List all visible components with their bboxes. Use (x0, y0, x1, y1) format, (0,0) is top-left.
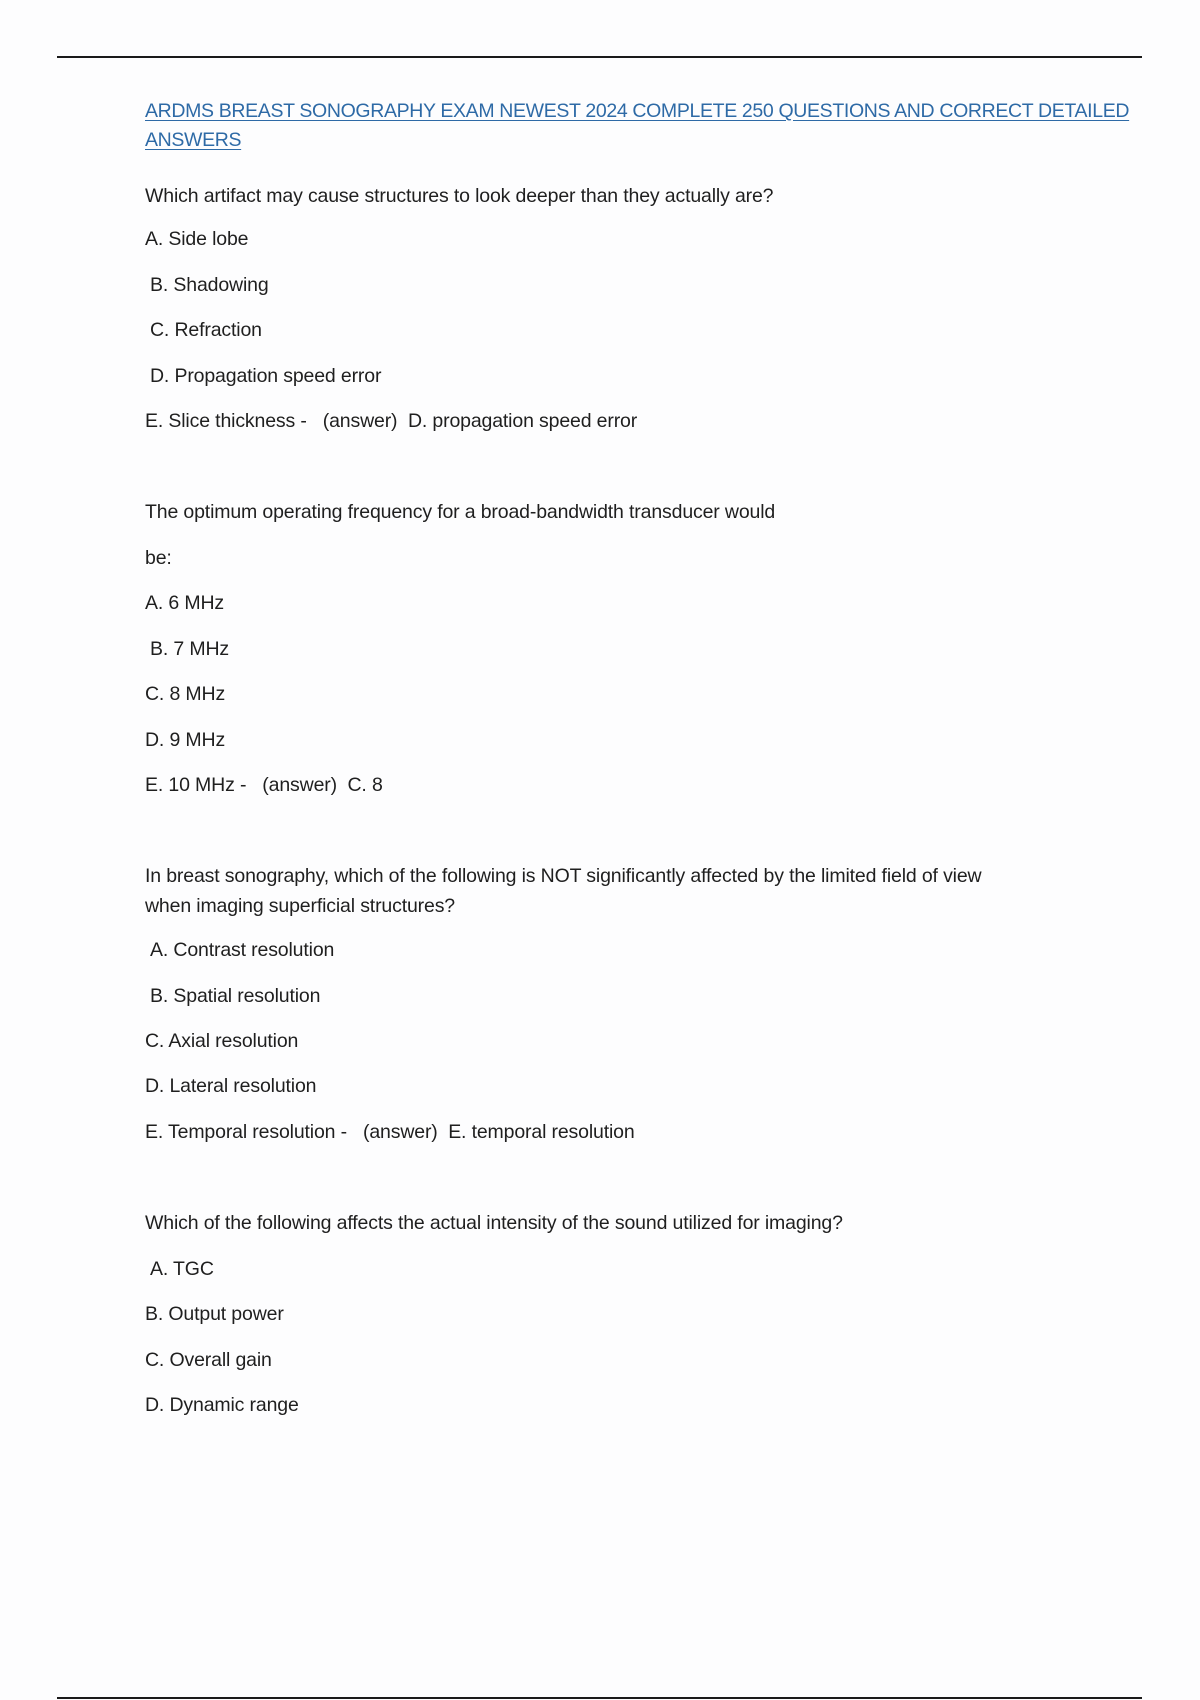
question-2-answer-tag: (answer) (262, 774, 337, 796)
question-2-option-b: B. 7 MHz (150, 638, 229, 660)
question-3-option-d: D. Lateral resolution (145, 1075, 317, 1097)
question-3-answer: E. temporal resolution (448, 1121, 635, 1143)
question-2-text-line-2: be: (145, 547, 172, 569)
question-1-answer: D. propagation speed error (407, 410, 638, 432)
question-2-option-a: A. 6 MHz (145, 592, 224, 614)
question-3-option-e: E. Temporal resolution - (145, 1121, 347, 1143)
question-4-option-b: B. Output power (145, 1303, 284, 1325)
question-2-answer: C. 8 (347, 774, 383, 796)
question-4-text: Which of the following affects the actual intensity of the sound utilized for imaging? (145, 1212, 843, 1234)
question-2-option-c: C. 8 MHz (145, 683, 226, 705)
question-3-option-c: C. Axial resolution (145, 1030, 299, 1052)
question-3-option-e-with-answer (145, 1120, 635, 1144)
document-title-line-2[interactable]: ANSWERS (145, 129, 242, 151)
question-1-option-b: B. Shadowing (150, 274, 269, 296)
question-1-text: Which artifact may cause structures to look deeper than they actually are? (145, 185, 774, 207)
question-2-option-e-with-answer (145, 773, 383, 797)
footer-rule (57, 1697, 1142, 1699)
question-1-option-d: D. Propagation speed error (150, 365, 382, 387)
question-2-option-d: D. 9 MHz (145, 729, 226, 751)
question-4-option-d: D. Dynamic range (145, 1394, 299, 1416)
header-rule (57, 56, 1142, 58)
question-1-option-a: A. Side lobe (145, 228, 249, 250)
question-4-option-a: A. TGC (150, 1258, 214, 1280)
question-2-text-line-1: The optimum operating frequency for a broad-bandwidth transducer would (145, 501, 776, 523)
question-3-answer-tag: (answer) (362, 1121, 438, 1143)
question-3-text-line-1: In breast sonography, which of the following is NOT significantly affected by the limited field of view (145, 865, 982, 887)
question-1-option-e: E. Slice thickness - (145, 410, 307, 432)
question-2-option-e: E. 10 MHz - (145, 774, 247, 796)
question-1-option-c: C. Refraction (150, 319, 262, 341)
question-4-option-c: C. Overall gain (145, 1349, 272, 1371)
question-1-option-e-with-answer (145, 409, 637, 433)
question-3-text-line-2: when imaging superficial structures? (145, 895, 455, 917)
question-1-answer-tag: (answer) (322, 410, 398, 432)
question-3-option-a: A. Contrast resolution (150, 939, 335, 961)
question-3-option-b: B. Spatial resolution (150, 985, 321, 1007)
document-title-line-1[interactable]: ARDMS BREAST SONOGRAPHY EXAM NEWEST 2024 COMPLETE 250 QUESTIONS AND CORRECT DETAILED (145, 100, 1130, 122)
